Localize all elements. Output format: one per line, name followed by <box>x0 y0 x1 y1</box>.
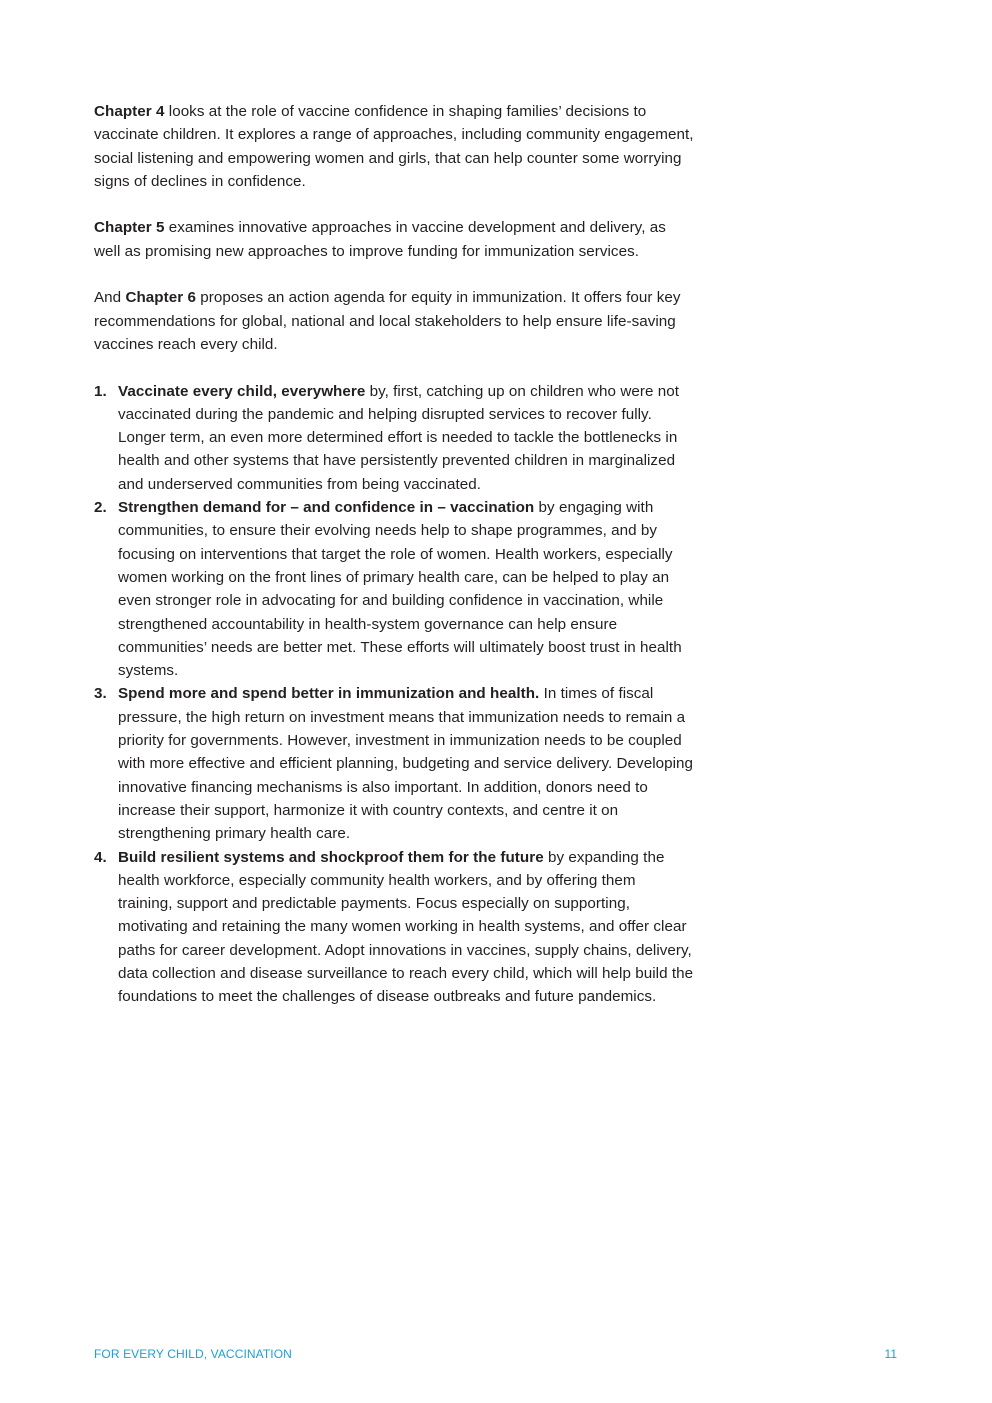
recommendation-text: by engaging with communities, to ensure their evolving needs help to shape programmes, and by focusing on interventions that target the role of women. Health workers, especially women working on the front lines of primary health care, can be helped to play an even stronger role in advocating for and building confidence in vaccination, while strengthened accountability in health-system governance can help ensure communities’ needs are better met. These efforts will ultimately boost trust in health systems. <box>118 499 682 680</box>
recommendation-text: In times of fiscal pressure, the high return on investment means that immunization needs to remain a priority for governments. However, investment in immunization needs to be coupled with more effective and efficient planning, budgeting and service delivery. Developing innovative financing mechanisms is also important. In addition, donors need to increase their support, harmonize it with country contexts, and centre it on strengthening primary health care. <box>118 685 694 843</box>
paragraph-text: looks at the role of vaccine confidence in shaping families’ decisions to vaccinate children. It explores a range of approaches, including community engagement, social listening and empowering women and girls, that can help counter some worrying signs of declines in confidence. <box>94 103 694 190</box>
recommendation-number: 1. <box>94 382 107 400</box>
chapter-5-paragraph <box>94 216 694 263</box>
recommendation-item <box>94 496 694 682</box>
recommendation-heading: Strengthen demand for – and confidence in – vaccination <box>118 499 535 517</box>
recommendation-heading: Vaccinate every child, everywhere <box>118 382 366 400</box>
chapter-4-label: Chapter 4 <box>94 103 165 120</box>
recommendation-item <box>94 846 694 1009</box>
chapter-6-paragraph <box>94 286 694 356</box>
footer-title: FOR EVERY CHILD, VACCINATION <box>94 1347 292 1361</box>
paragraph-text: examines innovative approaches in vaccine development and delivery, as well as promising new approaches to improve funding for immunization services. <box>94 219 666 260</box>
page-number: 11 <box>884 1347 897 1361</box>
recommendations-list <box>94 380 694 1009</box>
main-content <box>94 100 694 1009</box>
recommendation-heading: Spend more and spend better in immunization and health. <box>118 685 540 703</box>
paragraph-text: proposes an action agenda for equity in immunization. It offers four key recommendations for global, national and local stakeholders to help ensure life-saving vaccines reach every child. <box>94 289 681 353</box>
recommendation-item <box>94 380 694 496</box>
recommendation-number: 2. <box>94 499 107 517</box>
chapter-4-paragraph <box>94 100 694 193</box>
chapter-5-label: Chapter 5 <box>94 219 165 237</box>
recommendation-item <box>94 682 694 845</box>
recommendation-text: by, first, catching up on children who were not vaccinated during the pandemic and helping disrupted services to recover fully. Longer term, an even more determined effort is needed to tackle the bottlenecks in health and other systems that have persistently prevented children in marginalized and underserved communities from being vaccinated. <box>118 382 679 493</box>
recommendation-number: 3. <box>94 685 107 703</box>
paragraph-lead: And <box>94 289 126 307</box>
recommendation-heading: Build resilient systems and shockproof them for the future <box>118 848 544 866</box>
chapter-6-label: Chapter 6 <box>125 289 196 307</box>
recommendation-text: by expanding the health workforce, especially community health workers, and by offering them training, support and predictable payments. Focus especially on supporting, motivating and retaining the many women working in health systems, and offer clear paths for career development. Adopt innovations in vaccines, supply chains, delivery, data collection and disease surveillance to reach every child, which will help build the foundations to meet the challenges of disease outbreaks and future pandemics. <box>118 848 694 1006</box>
recommendation-number: 4. <box>94 848 107 866</box>
